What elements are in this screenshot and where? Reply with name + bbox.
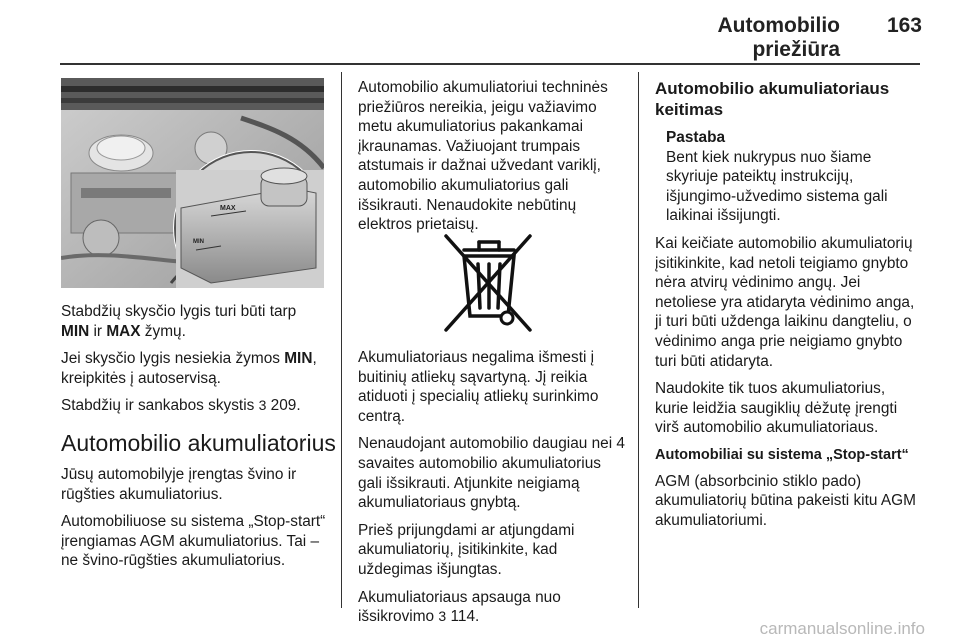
stop-start-subheading: Automobiliai su sistema „Stop-start“: [655, 446, 909, 463]
page-header-title: Automobilio priežiūra: [717, 14, 840, 61]
disposal-paragraph: Akumuliatoriaus negalima išmesti į buitinių atliekų sąvartyną. Jį reikia atiduoti į specialių atliekų surinkimo centrą.: [358, 349, 599, 425]
page-reference-link[interactable]: 114.: [446, 608, 480, 626]
note-title: Pastaba: [666, 129, 726, 146]
brake-fluid-reservoir-photo: [61, 78, 324, 288]
disconnect-paragraph: Prieš prijungdami ar atjungdami akumuliatorių, įsitikinkite, kad uždegimas išjungtas.: [358, 521, 575, 578]
storage-paragraph: Nenaudojant automobilio daugiau nei 4 savaites automobilio akumuliatorius gali išsikrauti. Atjunkite neigiamą akumuliatoriaus gnybtą.: [358, 435, 625, 512]
min-mark-label: MIN: [193, 239, 204, 245]
page-reference-link[interactable]: 209.: [266, 397, 301, 415]
min-mark: MIN: [61, 322, 90, 340]
low-level-paragraph: Jei skysčio lygis nesiekia žymos MIN, kreipkitės į autoservisą.: [61, 350, 317, 387]
fuse-box-paragraph: Naudokite tik tuos akumuliatorius, kurie leidžia saugiklių dėžutę įrengti virš automobilio akumuliatoriaus.: [655, 380, 898, 437]
fluid-reference-paragraph: Stabdžių ir sankabos skystis 3 209.: [61, 397, 301, 415]
vent-paragraph: Kai keičiate automobilio akumuliatorių įsitikinkite, kad netoli teigiamo gnybto nėra atvirų vėdinimo angų. Jei netoliese yra atidaryta vėdinimo anga, ji turi būti uždenga laikinu dangteliu, o vėdinimo anga prie neigiamo gnybto turi būti atidaryta.: [655, 234, 915, 370]
column-divider-1: [341, 72, 342, 608]
column-2-lower: [358, 348, 626, 635]
battery-type-paragraph: Jūsų automobilyje įrengtas švino ir rūgšties akumuliatorius.: [61, 465, 297, 503]
battery-section-heading: Automobilio akumuliatorius: [61, 429, 336, 456]
maintenance-paragraph: Automobilio akumuliatoriui techninės priežiūros nereikia, jeigu važiavimo metu akumuliatorius pakankamai įkraunamas. Važiuojant trumpais atstumais ir dažnai užvedant variklį, automobilio akumuliatorius gali išsikrauti. Nenaudokite nebūtinų elektros prietaisų.: [358, 79, 608, 234]
note-block: [655, 128, 921, 226]
column-3: [655, 78, 921, 538]
max-mark-label: MAX: [220, 205, 236, 212]
engine-bay-illustration: [61, 78, 324, 288]
brake-fluid-level-paragraph: Stabdžių skysčio lygis turi būti tarp MIN ir MAX žymų.: [61, 303, 297, 340]
max-mark: MAX: [106, 322, 141, 340]
page-number: 163: [886, 14, 922, 37]
column-1: [61, 302, 337, 579]
watermark: carmanualsonline.info: [759, 619, 925, 638]
note-text: Bent kiek nukrypus nuo šiame skyriuje pateiktų instrukcijų, išjungimo-užvedimo sistema gali laikinai išsijungti.: [666, 148, 888, 225]
page-reference-icon: 3: [438, 608, 447, 625]
column-divider-2: [638, 72, 639, 608]
header-divider: [60, 63, 920, 65]
battery-replacement-heading: Automobilio akumuliatoriaus keitimas: [655, 79, 890, 119]
crossed-out-bin-icon: [434, 228, 542, 338]
page-reference-icon: 3: [258, 397, 267, 414]
agm-replacement-paragraph: AGM (absorbcinio stiklo pado) akumuliatorių būtina pakeisti kitu AGM akumuliatoriumi.: [655, 472, 916, 529]
column-2: [358, 78, 626, 243]
agm-battery-paragraph: Automobiliuose su sistema „Stop-start“ įrengiamas AGM akumuliatorius. Tai – ne švino-rūgšties akumuliatorius.: [61, 513, 326, 570]
discharge-protection-paragraph: Akumuliatoriaus apsauga nuo išsikrovimo 3 114.: [358, 588, 561, 626]
